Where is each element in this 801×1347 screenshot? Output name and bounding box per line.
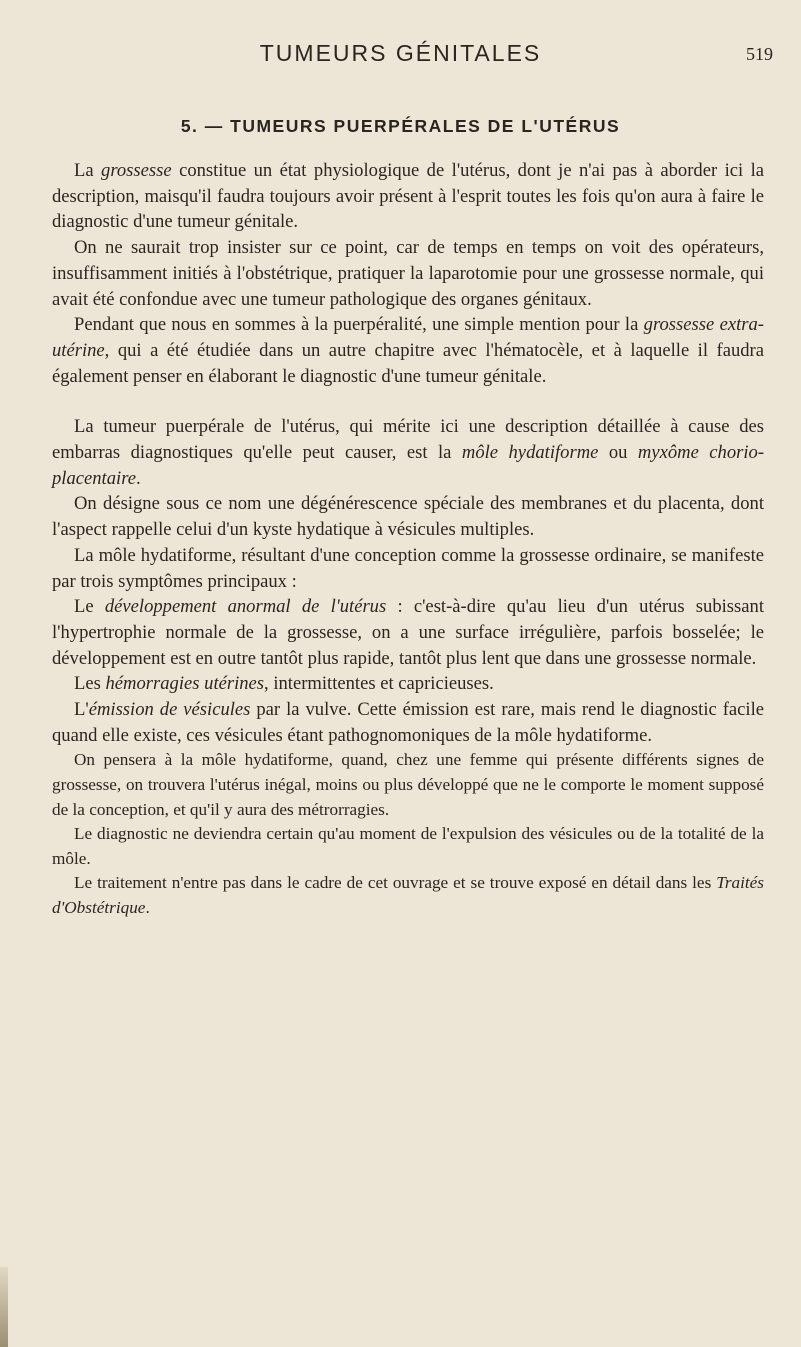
text-run: constitue un état physiologique de l'utérus, dont je n'ai pas à aborder ici la description, maisqu'il faudra toujours avoir présent à l'esprit toutes les fois qu'on aura à faire le diagnostic d'une tumeur génitale. xyxy=(52,160,764,233)
paragraph xyxy=(52,671,764,697)
italic-term: môle hydatiforme xyxy=(461,442,599,464)
italic-term: Traités d'Obstétrique xyxy=(52,873,764,918)
text-run: On ne saurait trop insister sur ce point, car de temps en temps on voit des opérateurs, insuffisamment initiés à l'obstétrique, pratiquer la laparotomie pour une grossesse normale, qui avait été confondue avec une tumeur pathologique des organes génitaux. xyxy=(52,237,764,310)
paragraph xyxy=(52,491,764,542)
paragraph xyxy=(52,312,764,389)
text-run: . xyxy=(145,898,150,918)
text-run: par la vulve. Cette émission est rare, mais rend le diagnostic facile quand elle existe, ces vésicules étant pathognomoniques de la môle hydatiforme. xyxy=(52,699,764,746)
italic-term: grossesse extra-utérine xyxy=(52,314,764,361)
paragraph xyxy=(52,543,764,594)
paragraph xyxy=(52,158,764,235)
italic-term: hémorragies utérines xyxy=(105,673,265,695)
text-run: On pensera à la môle hydatiforme, quand, chez une femme qui présente différents signes de grossesse, on trouvera l'utérus inégal, moins ou plus développé que ne le comporte le moment supposé de la conception, et qu'il y aura des métrorragies. xyxy=(52,750,764,819)
text-run: Pendant que nous en sommes à la puerpéralité, une simple mention pour la xyxy=(74,314,644,336)
text-run: ou xyxy=(598,442,638,464)
text-run: : c'est-à-dire qu'au lieu d'un utérus subissant l'hypertrophie normale de la grossesse, on a une surface irrégulière, parfois bosselée; le développement est en outre tantôt plus rapide, tantôt plus lent que dans une grossesse normale. xyxy=(52,596,764,669)
text-run: Le xyxy=(74,596,105,618)
paragraph xyxy=(52,822,764,871)
text-run: Le diagnostic ne deviendra certain qu'au moment de l'expulsion des vésicules ou de la totalité de la môle. xyxy=(52,824,764,868)
italic-term: développement anormal de l'utérus xyxy=(104,596,387,618)
text-run: . xyxy=(136,467,141,489)
running-head xyxy=(0,40,801,70)
paragraph xyxy=(52,871,764,920)
text-run: , qui a été étudiée dans un autre chapitre avec l'hématocèle, et à laquelle il faudra également penser en élaborant le diagnostic d'une tumeur génitale. xyxy=(52,339,764,387)
text-run: La xyxy=(74,160,102,181)
text-run: , intermittentes et capricieuses. xyxy=(264,673,494,695)
italic-term: myxôme chorio-placentaire xyxy=(52,442,765,489)
paragraph xyxy=(52,748,764,822)
italic-term: grossesse xyxy=(101,160,172,181)
text-run: Le traitement n'entre pas dans le cadre de cet ouvrage et se trouve exposé en détail dans les xyxy=(74,873,717,893)
paragraph xyxy=(52,414,764,491)
text-run: La môle hydatiforme, résultant d'une conception comme la grossesse ordinaire, se manifeste par trois symptômes principaux : xyxy=(52,544,764,592)
paragraph xyxy=(52,697,764,748)
text-run: La tumeur puerpérale de l'utérus, qui mérite ici une description détaillée à cause des embarras diagnostiques qu'elle peut causer, est la xyxy=(52,416,764,464)
page-number: 519 xyxy=(746,44,773,64)
italic-term: émission de vésicules xyxy=(88,699,251,721)
text-run: On désigne sous ce nom une dégénérescence spéciale des membranes et du placenta, dont l'aspect rappelle celui d'un kyste hydatique à vésicules multiples. xyxy=(52,493,764,541)
page-edge-mark xyxy=(0,1267,8,1347)
running-title: TUMEURS GÉNITALES xyxy=(259,40,542,66)
text-run: Les xyxy=(74,673,106,695)
paragraph xyxy=(52,235,764,312)
paragraph xyxy=(52,594,764,671)
text-run: L' xyxy=(74,699,89,721)
section-heading: 5. — TUMEURS PUERPÉRALES DE L'UTÉRUS xyxy=(180,116,621,136)
body-text xyxy=(52,158,764,921)
